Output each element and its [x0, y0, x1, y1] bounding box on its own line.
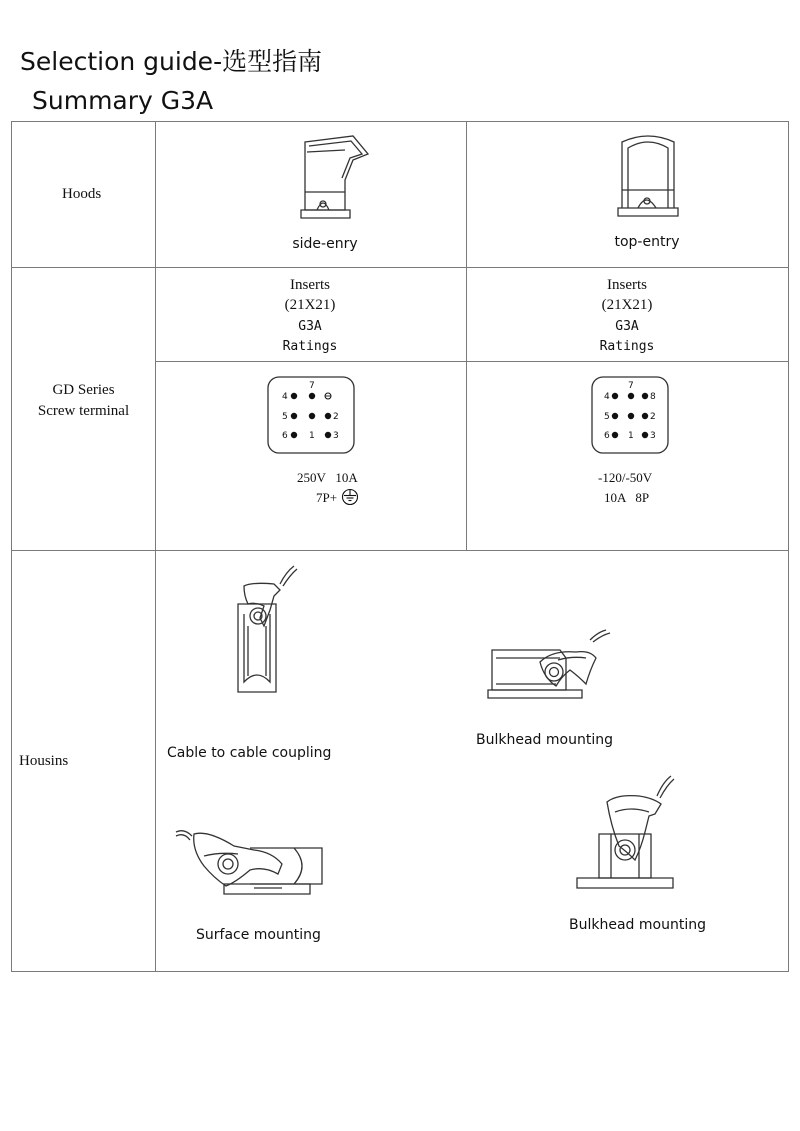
pin-label: 1 — [309, 431, 315, 441]
pin-7 — [309, 393, 315, 399]
pin-label: 2 — [333, 412, 339, 422]
left-model-label: G3A — [298, 319, 322, 334]
row-divider-inserts — [155, 361, 789, 362]
table-border-left — [11, 121, 12, 972]
bulkhead-housing-drawing-2 — [575, 774, 675, 892]
pin-center — [309, 413, 315, 419]
pin-6 — [612, 432, 618, 438]
pin-label: 7 — [628, 381, 634, 391]
right-ratings-label: Ratings — [599, 339, 655, 354]
right-rating-line2: 10A 8P — [604, 490, 650, 505]
pin-5 — [291, 413, 297, 419]
pin-label: 3 — [333, 431, 339, 441]
pin-2 — [642, 413, 648, 419]
pin-label: 5 — [604, 412, 610, 422]
right-model-label: G3A — [615, 319, 639, 334]
pin-4 — [612, 393, 618, 399]
table-border-right — [788, 121, 789, 972]
pin-label: 7 — [309, 381, 315, 391]
pin-label: 2 — [650, 412, 656, 422]
pin-8 — [642, 393, 648, 399]
table-border-bottom — [11, 971, 789, 972]
row-label-gd — [12, 380, 155, 422]
side-entry-caption: side-enry — [292, 236, 358, 252]
pin-2 — [325, 413, 331, 419]
left-pin-face-diagram — [267, 376, 357, 456]
pin-6 — [291, 432, 297, 438]
bulkhead-caption-1: Bulkhead mounting — [476, 732, 613, 748]
page-subtitle: Summary G3A — [32, 86, 214, 115]
table-mid-divider — [466, 121, 467, 551]
row-divider-gd — [11, 550, 789, 551]
side-entry-hood-drawing — [295, 132, 375, 222]
pin-5 — [612, 413, 618, 419]
surface-mount-housing-drawing — [174, 826, 330, 898]
pin-label: 1 — [628, 431, 634, 441]
pin-label: 6 — [282, 431, 288, 441]
pin-label: 3 — [650, 431, 656, 441]
top-entry-caption: top-entry — [614, 234, 680, 250]
bulkhead-caption-2: Bulkhead mounting — [569, 917, 706, 933]
left-rating-line2 — [316, 490, 360, 507]
row-label-hoods: Hoods — [62, 186, 102, 202]
left-ratings-label: Ratings — [282, 339, 338, 354]
left-inserts-header — [210, 275, 410, 357]
right-size-label: (21X21) — [601, 297, 653, 313]
pin-center — [628, 413, 634, 419]
cable-coupling-housing-drawing — [230, 566, 300, 696]
left-rating-poles: 7P+ — [316, 490, 338, 505]
top-entry-hood-drawing — [618, 134, 678, 220]
right-pin-face-diagram — [591, 376, 671, 456]
pin-label: 5 — [282, 412, 288, 422]
pin-4 — [291, 393, 297, 399]
pin-label: 6 — [604, 431, 610, 441]
page-title: Selection guide-选型指南 — [20, 47, 323, 76]
right-inserts-label: Inserts — [607, 277, 647, 293]
left-inserts-label: Inserts — [290, 277, 330, 293]
table-col-divider — [155, 121, 156, 972]
bulkhead-housing-drawing-1 — [486, 628, 616, 703]
cable-coupling-caption: Cable to cable coupling — [167, 745, 332, 761]
screw-terminal-label: Screw terminal — [37, 403, 130, 419]
pin-label: 8 — [650, 392, 656, 402]
table-border-top — [11, 121, 789, 122]
right-inserts-header — [527, 275, 727, 357]
row-divider-hoods — [11, 267, 789, 268]
pin-7 — [628, 393, 634, 399]
row-label-housings: Housins — [19, 753, 69, 769]
right-rating-line1: -120/-50V — [598, 470, 653, 485]
earth-ground-icon — [340, 489, 360, 505]
surface-mount-caption: Surface mounting — [196, 927, 321, 943]
pin-3 — [642, 432, 648, 438]
pin-3 — [325, 432, 331, 438]
gd-series-label: GD Series — [52, 382, 115, 398]
left-rating-line1: 250V 10A — [297, 470, 358, 485]
pin-label: 4 — [604, 392, 610, 402]
pin-label: 4 — [282, 392, 288, 402]
left-size-label: (21X21) — [284, 297, 336, 313]
